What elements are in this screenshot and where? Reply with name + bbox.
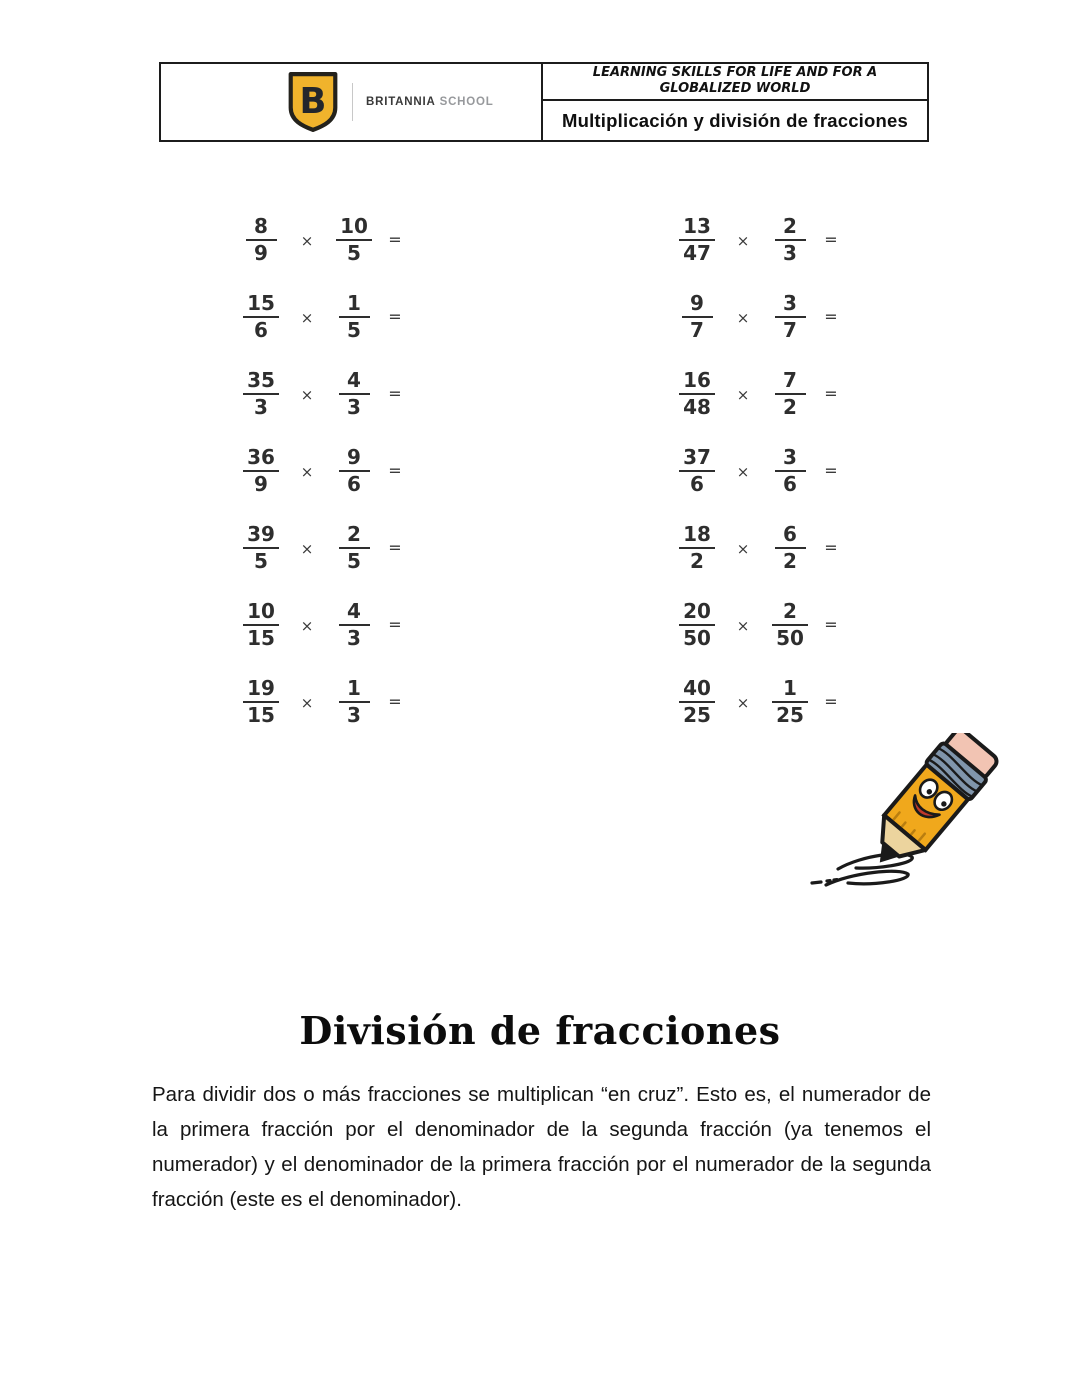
fraction-denominator: 47: [683, 240, 711, 265]
fraction-first: [679, 598, 715, 650]
fraction-numerator: 40: [679, 678, 715, 703]
exercise-row: [665, 201, 839, 278]
fraction-first: [679, 675, 715, 727]
fraction-numerator: 16: [679, 370, 715, 395]
exercises-left-column: [229, 201, 403, 740]
multiply-sign: ×: [300, 694, 314, 712]
fraction-denominator: 6: [783, 471, 797, 496]
fraction-denominator: 2: [783, 394, 797, 419]
fraction-first: [246, 213, 277, 265]
multiply-sign: ×: [300, 463, 314, 481]
fraction-denominator: 6: [254, 317, 268, 342]
fraction-second: [339, 598, 370, 650]
multiply-sign: ×: [736, 617, 750, 635]
fraction-numerator: 13: [679, 216, 715, 241]
exercise-row: [665, 663, 839, 740]
fraction-numerator: 2: [339, 524, 370, 549]
fraction-first: [679, 444, 715, 496]
fraction-denominator: 7: [783, 317, 797, 342]
fraction-second: [772, 598, 808, 650]
logo-letter: B: [299, 81, 327, 123]
exercise-row: [229, 355, 403, 432]
multiply-sign: ×: [300, 309, 314, 327]
fraction-numerator: 10: [336, 216, 372, 241]
fraction-second: [339, 444, 370, 496]
multiply-sign: ×: [300, 232, 314, 250]
equals-sign: =: [388, 230, 402, 249]
fraction-denominator: 9: [254, 471, 268, 496]
fraction-numerator: 20: [679, 601, 715, 626]
fraction-denominator: 3: [254, 394, 268, 419]
fraction-first: [243, 675, 279, 727]
multiply-sign: ×: [300, 540, 314, 558]
equals-sign: =: [824, 692, 838, 711]
fraction-first: [679, 213, 715, 265]
fraction-numerator: 9: [682, 293, 713, 318]
pencil-scribble: [812, 854, 912, 885]
fraction-second: [775, 290, 806, 342]
document-title: Multiplicación y división de fracciones: [561, 109, 909, 131]
fraction-second: [339, 367, 370, 419]
multiply-sign: ×: [300, 386, 314, 404]
fraction-second: [772, 675, 808, 727]
fraction-numerator: 3: [775, 447, 806, 472]
fraction-denominator: 5: [347, 317, 361, 342]
multiply-sign: ×: [736, 463, 750, 481]
fraction-first: [243, 444, 279, 496]
fraction-second: [336, 213, 372, 265]
fraction-first: [682, 290, 713, 342]
header-banner: LEARNING SKILLS FOR LIFE AND FOR A GLOBALIZED WORLD: [543, 64, 927, 101]
equals-sign: =: [824, 307, 838, 326]
fraction-numerator: 1: [339, 293, 370, 318]
school-name-primary: BRITANNIA: [366, 96, 436, 108]
equals-sign: =: [824, 615, 838, 634]
fraction-denominator: 3: [347, 702, 361, 727]
fraction-denominator: 15: [247, 625, 275, 650]
fraction-numerator: 35: [243, 370, 279, 395]
fraction-denominator: 2: [690, 548, 704, 573]
exercises-section: [0, 201, 1080, 741]
fraction-second: [339, 675, 370, 727]
exercise-row: [665, 278, 839, 355]
multiply-sign: ×: [736, 540, 750, 558]
fraction-second: [775, 444, 806, 496]
equals-sign: =: [824, 230, 838, 249]
multiply-sign: ×: [736, 309, 750, 327]
exercise-row: [229, 201, 403, 278]
equals-sign: =: [388, 615, 402, 634]
section-paragraph: Para dividir dos o más fracciones se multiplican “en cruz”. Esto es, el numerador de la primera fracción por el denominador de la segunda fracción (ya tenemos el numerador) y el denominador de la primera fracción por el numerador de la segunda fracción (este es el denominador).: [152, 1083, 931, 1211]
equals-sign: =: [388, 461, 402, 480]
exercise-row: [229, 278, 403, 355]
fraction-denominator: 7: [690, 317, 704, 342]
fraction-numerator: 18: [679, 524, 715, 549]
fraction-numerator: 19: [243, 678, 279, 703]
exercise-row: [229, 509, 403, 586]
header-right-cells: [543, 64, 927, 140]
multiply-sign: ×: [736, 694, 750, 712]
fraction-first: [243, 598, 279, 650]
equals-sign: =: [824, 461, 838, 480]
multiply-sign: ×: [300, 617, 314, 635]
equals-sign: =: [824, 384, 838, 403]
fraction-numerator: 4: [339, 601, 370, 626]
multiply-sign: ×: [736, 232, 750, 250]
fraction-numerator: 37: [679, 447, 715, 472]
fraction-numerator: 1: [339, 678, 370, 703]
fraction-first: [679, 367, 715, 419]
fraction-denominator: 15: [247, 702, 275, 727]
exercise-row: [665, 355, 839, 432]
fraction-numerator: 7: [775, 370, 806, 395]
fraction-denominator: 50: [683, 625, 711, 650]
exercise-row: [665, 432, 839, 509]
school-name-secondary: SCHOOL: [439, 96, 494, 108]
equals-sign: =: [388, 384, 402, 403]
equals-sign: =: [388, 307, 402, 326]
fraction-second: [339, 521, 370, 573]
pencil-cartoon-icon: [800, 733, 1020, 905]
fraction-first: [243, 367, 279, 419]
fraction-second: [775, 521, 806, 573]
school-logo: [161, 64, 543, 140]
fraction-first: [243, 290, 279, 342]
fraction-denominator: 2: [783, 548, 797, 573]
fraction-numerator: 39: [243, 524, 279, 549]
fraction-denominator: 50: [776, 625, 804, 650]
fraction-first: [679, 521, 715, 573]
fraction-numerator: 6: [775, 524, 806, 549]
fraction-denominator: 5: [347, 240, 361, 265]
fraction-denominator: 48: [683, 394, 711, 419]
fraction-denominator: 5: [254, 548, 268, 573]
fraction-numerator: 3: [775, 293, 806, 318]
fraction-denominator: 5: [347, 548, 361, 573]
fraction-denominator: 25: [776, 702, 804, 727]
equals-sign: =: [388, 692, 402, 711]
fraction-numerator: 10: [243, 601, 279, 626]
exercises-right-column: [665, 201, 839, 740]
fraction-denominator: 25: [683, 702, 711, 727]
header-table: [159, 62, 929, 142]
fraction-denominator: 6: [347, 471, 361, 496]
fraction-second: [775, 367, 806, 419]
section-title: División de fracciones: [299, 1008, 781, 1053]
fraction-denominator: 6: [690, 471, 704, 496]
fraction-first: [243, 521, 279, 573]
multiply-sign: ×: [736, 386, 750, 404]
fraction-denominator: 3: [347, 625, 361, 650]
fraction-second: [339, 290, 370, 342]
exercise-row: [229, 586, 403, 663]
logo-divider: [352, 83, 353, 121]
school-shield-icon: [287, 71, 339, 133]
fraction-denominator: 3: [347, 394, 361, 419]
school-name: [366, 96, 494, 108]
exercise-row: [665, 586, 839, 663]
exercise-row: [229, 663, 403, 740]
fraction-numerator: 2: [772, 601, 808, 626]
fraction-numerator: 36: [243, 447, 279, 472]
fraction-numerator: 4: [339, 370, 370, 395]
equals-sign: =: [388, 538, 402, 557]
fraction-numerator: 15: [243, 293, 279, 318]
fraction-numerator: 9: [339, 447, 370, 472]
fraction-numerator: 8: [246, 216, 277, 241]
fraction-second: [775, 213, 806, 265]
fraction-numerator: 2: [775, 216, 806, 241]
equals-sign: =: [824, 538, 838, 557]
exercise-row: [229, 432, 403, 509]
exercise-row: [665, 509, 839, 586]
fraction-denominator: 3: [783, 240, 797, 265]
fraction-numerator: 1: [772, 678, 808, 703]
fraction-denominator: 9: [254, 240, 268, 265]
